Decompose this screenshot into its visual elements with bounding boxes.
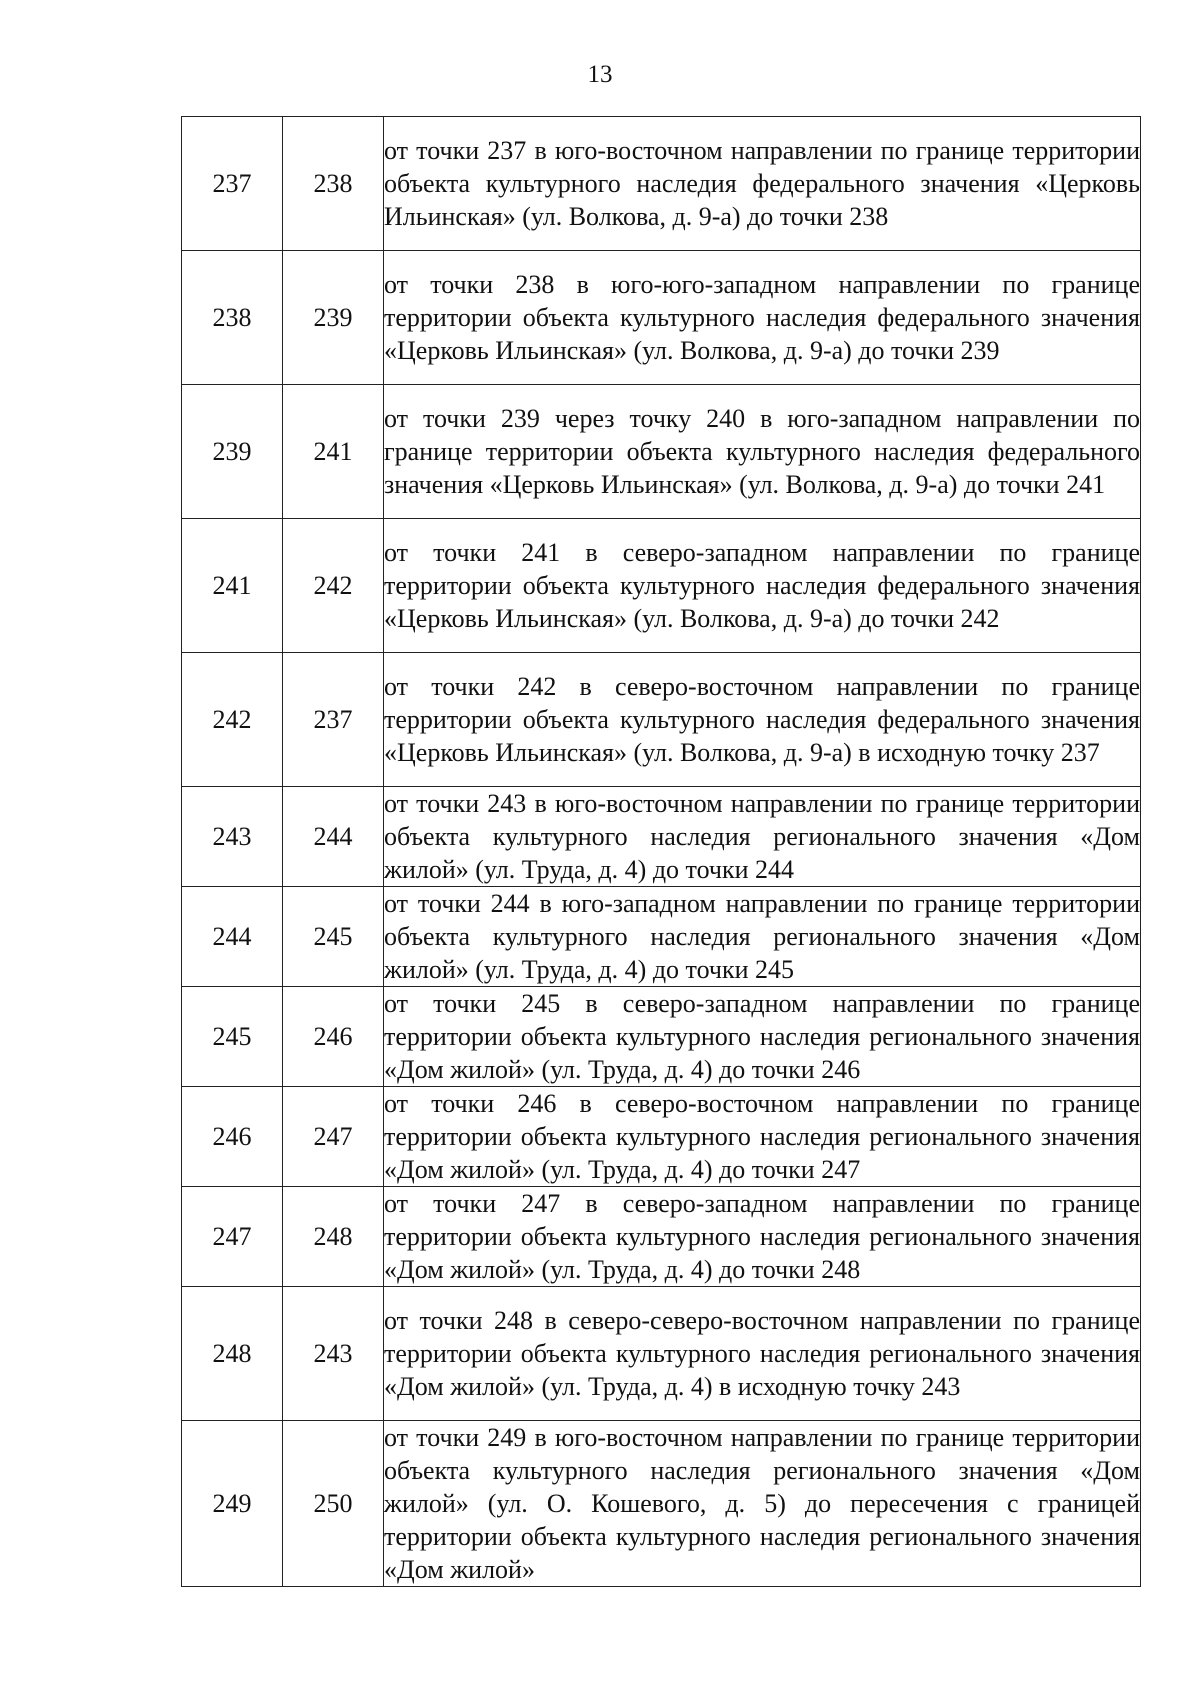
to-point-cell: 238 — [283, 117, 384, 251]
to-point-cell: 241 — [283, 385, 384, 519]
from-point-cell: 245 — [182, 987, 283, 1087]
boundary-description-cell: от точки 249 в юго-восточном направлении по границе территории объекта культурного наследия регионального значения «Дом жилой» (ул. О. Кошевого, д. 5) до пересечения с границей территории объекта культурного наследия регионального значения «Дом жилой» — [384, 1421, 1141, 1587]
page-number: 13 — [587, 61, 613, 88]
to-point-cell: 239 — [283, 251, 384, 385]
from-point-cell: 244 — [182, 887, 283, 987]
boundary-description-cell: от точки 244 в юго-западном направлении по границе территории объекта культурного наследия регионального значения «Дом жилой» (ул. Труда, д. 4) до точки 245 — [384, 887, 1141, 987]
table-row — [182, 787, 1141, 887]
table-row — [182, 117, 1141, 251]
to-point-cell: 248 — [283, 1187, 384, 1287]
to-point-cell: 246 — [283, 987, 384, 1087]
from-point-cell: 241 — [182, 519, 283, 653]
table-row — [182, 987, 1141, 1087]
boundary-description-cell: от точки 247 в северо-западном направлении по границе территории объекта культурного наследия регионального значения «Дом жилой» (ул. Труда, д. 4) до точки 248 — [384, 1187, 1141, 1287]
table-row — [182, 1421, 1141, 1587]
boundary-description-cell: от точки 246 в северо-восточном направлении по границе территории объекта культурного наследия регионального значения «Дом жилой» (ул. Труда, д. 4) до точки 247 — [384, 1087, 1141, 1187]
boundary-table — [181, 116, 1141, 1587]
table-row — [182, 251, 1141, 385]
from-point-cell: 248 — [182, 1287, 283, 1421]
from-point-cell: 247 — [182, 1187, 283, 1287]
to-point-cell: 250 — [283, 1421, 384, 1587]
to-point-cell: 243 — [283, 1287, 384, 1421]
boundary-description-cell: от точки 248 в северо-северо-восточном направлении по границе территории объекта культурного наследия регионального значения «Дом жилой» (ул. Труда, д. 4) в исходную точку 243 — [384, 1287, 1141, 1421]
from-point-cell: 237 — [182, 117, 283, 251]
from-point-cell: 249 — [182, 1421, 283, 1587]
boundary-description-cell: от точки 237 в юго-восточном направлении по границе территории объекта культурного наследия федерального значения «Церковь Ильинская» (ул. Волкова, д. 9-а) до точки 238 — [384, 117, 1141, 251]
to-point-cell: 245 — [283, 887, 384, 987]
to-point-cell: 242 — [283, 519, 384, 653]
table-row — [182, 1087, 1141, 1187]
boundary-description-cell: от точки 243 в юго-восточном направлении по границе территории объекта культурного наследия регионального значения «Дом жилой» (ул. Труда, д. 4) до точки 244 — [384, 787, 1141, 887]
boundary-description-cell: от точки 239 через точку 240 в юго-западном направлении по границе территории объекта культурного наследия федерального значения «Церковь Ильинская» (ул. Волкова, д. 9-а) до точки 241 — [384, 385, 1141, 519]
from-point-cell: 239 — [182, 385, 283, 519]
from-point-cell: 238 — [182, 251, 283, 385]
boundary-description-cell: от точки 241 в северо-западном направлении по границе территории объекта культурного наследия федерального значения «Церковь Ильинская» (ул. Волкова, д. 9-а) до точки 242 — [384, 519, 1141, 653]
table-row — [182, 1187, 1141, 1287]
to-point-cell: 247 — [283, 1087, 384, 1187]
from-point-cell: 243 — [182, 787, 283, 887]
table-row — [182, 519, 1141, 653]
table-row — [182, 385, 1141, 519]
from-point-cell: 242 — [182, 653, 283, 787]
table-row — [182, 1287, 1141, 1421]
to-point-cell: 244 — [283, 787, 384, 887]
from-point-cell: 246 — [182, 1087, 283, 1187]
boundary-description-cell: от точки 242 в северо-восточном направлении по границе территории объекта культурного наследия федерального значения «Церковь Ильинская» (ул. Волкова, д. 9-а) в исходную точку 237 — [384, 653, 1141, 787]
table-row — [182, 653, 1141, 787]
to-point-cell: 237 — [283, 653, 384, 787]
table-row — [182, 887, 1141, 987]
boundary-description-cell: от точки 238 в юго-юго-западном направлении по границе территории объекта культурного наследия федерального значения «Церковь Ильинская» (ул. Волкова, д. 9-а) до точки 239 — [384, 251, 1141, 385]
boundary-description-cell: от точки 245 в северо-западном направлении по границе территории объекта культурного наследия регионального значения «Дом жилой» (ул. Труда, д. 4) до точки 246 — [384, 987, 1141, 1087]
